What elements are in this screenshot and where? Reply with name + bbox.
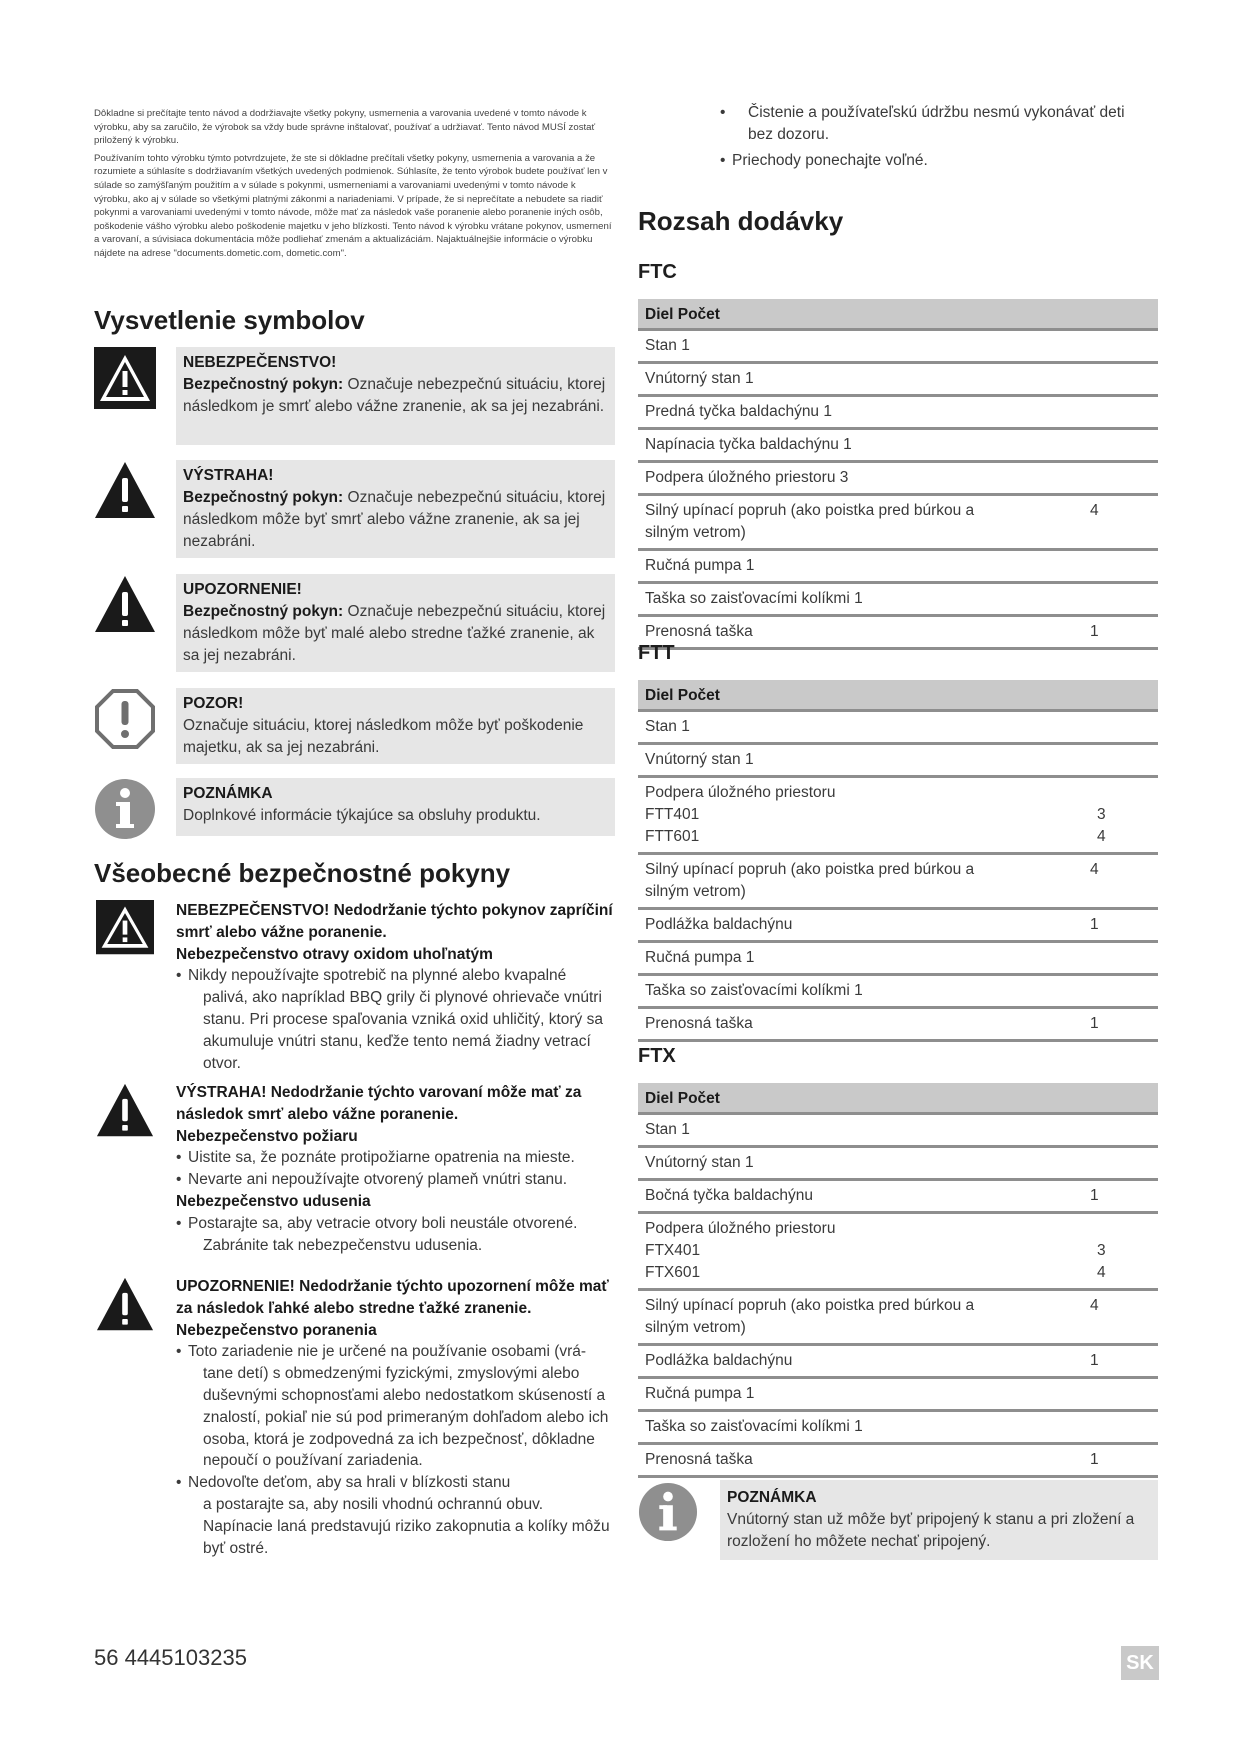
info-icon: [94, 778, 156, 840]
table-row: Taška so zaisťovacími kolíkmi 1: [638, 976, 1158, 1009]
intro-text: [94, 107, 612, 265]
ftt-table: [638, 680, 1158, 1042]
table-row: Ručná pumpa 1: [638, 943, 1158, 976]
symbol-warning-box: [176, 460, 615, 558]
table-row: Vnútorný stan 1: [638, 364, 1158, 397]
symbol-danger-box: [176, 347, 615, 445]
table-header: Diel Počet: [638, 299, 1158, 331]
info-icon: [638, 1482, 698, 1542]
caution-triangle-icon: [94, 1276, 156, 1334]
table-row: Podlážka baldachýnu 1: [638, 910, 1158, 943]
safety-caution-text: [176, 1276, 616, 1559]
bullet-item: • Nevarte ani nepoužívajte otvorený plameň vnútri stanu.: [176, 1169, 616, 1191]
symbol-label: POZOR!: [183, 695, 244, 712]
safety-subheading: Nebezpečenstvo požiaru: [176, 1127, 358, 1145]
safety-warning-text: [176, 1082, 616, 1256]
ftx-title: FTX: [638, 1045, 676, 1067]
table-row: Stan 1: [638, 1115, 1158, 1148]
symbol-description: Bezpečnostný pokyn: Označuje nebezpečnú situáciu, ktorej následkom môže byť smrť alebo vážne zranenie, ak sa jej nezabráni.: [183, 489, 606, 550]
caution-triangle-icon: [94, 574, 156, 636]
safety-heading: UPOZORNENIE! Nedodržanie týchto upozornení môže mať za následok ľahké alebo stredne ťažké zranenie.: [176, 1278, 609, 1317]
safety-title: Všeobecné bezpečnostné pokyny: [94, 858, 511, 888]
symbol-label: UPOZORNENIE!: [183, 581, 302, 598]
table-row: Stan 1: [638, 331, 1158, 364]
warning-triangle-icon: [94, 1082, 156, 1140]
safety-heading: NEBEZPEČENSTVO! Nedodržanie týchto pokynov zapríčiní smrť alebo vážne poranenie.: [176, 902, 613, 941]
symbol-label: POZNÁMKA: [183, 785, 273, 802]
table-row: Taška so zaisťovacími kolíkmi 1: [638, 584, 1158, 617]
symbol-notice: [94, 688, 615, 764]
table-row: Podlážka baldachýnu 1: [638, 1346, 1158, 1379]
language-badge: SK: [1121, 1646, 1159, 1680]
table-row: Napínacia tyčka baldachýnu 1: [638, 430, 1158, 463]
danger-sign-icon: [94, 900, 156, 958]
symbol-label: NEBEZPEČENSTVO!: [183, 354, 337, 371]
ftx-table: [638, 1083, 1158, 1478]
page-number: 56 4445103235: [94, 1645, 247, 1670]
table-header: Diel Počet: [638, 680, 1158, 712]
symbol-note: [94, 778, 615, 836]
safety-subheading: Nebezpečenstvo udusenia: [176, 1192, 371, 1210]
warning-triangle-icon: [94, 460, 156, 522]
note-label: POZNÁMKA: [727, 1489, 817, 1506]
intro-paragraph: Používaním tohto výrobku týmto potvrdzujete, že ste si dôkladne prečítali všetky pokyny, usmernenia a varovania a že rozumiete a súhlasíte s dodržiavaním všetkých uvedených podmienok. Súhlasíte, že tento výrobok budete používať len v súlade so zamýšľaným použitím a v súlade s pokynmi, usmerneniami a varovaniami uvedenými v tomto návode k výrobku, ako aj v súlade so všetkými platnými zákonmi a nariadeniami. V prípade, že si neprečítate a nebudete sa riadiť pokynmi a varovaniami uvedenými v tomto návode, môže mať za následok vaše poranenie alebo poranenie iných osôb, poškodenie vášho výrobku alebo poškodenie majetku v jeho blízkosti. Tento návod k výrobku vrátane pokynov, usmernení a varovaní, a súvisiaca dokumentácia môže podliehať zmenám a aktualizáciám. Najaktuálnejšie informácie o výrobku nájdete na adrese "documents.dometic.com, dometic.com".: [94, 152, 612, 259]
intro-paragraph: Dôkladne si prečítajte tento návod a dodržiavajte všetky pokyny, usmernenia a varovania uvedené v tomto návode k výrobku, aby sa zaručilo, že výrobok sa vždy bude správne inštalovať, používať a udržiavať. Tento návod MUSÍ zostať priložený k výrobku.: [94, 108, 596, 147]
table-row: Bočná tyčka baldachýnu 1: [638, 1181, 1158, 1214]
table-row: Prenosná taška 1: [638, 1009, 1158, 1042]
symbol-notice-box: [176, 688, 615, 764]
bullet-item: • Čistenie a používateľskú údržbu nesmú vykonávať deti bez dozoru.: [720, 102, 1140, 146]
right-bullets: [720, 102, 1140, 172]
notice-octagon-icon: [94, 688, 156, 750]
symbol-description: Doplnkové informácie týkajúce sa obsluhy produktu.: [183, 807, 541, 824]
bullet-item: • Priechody ponechajte voľné.: [720, 150, 1140, 172]
table-row: Podpera úložného priestoru FTT401 3 FTT601 4: [638, 778, 1158, 855]
note-text: Vnútorný stan už môže byť pripojený k stanu a pri zložení a rozložení ho môžete nechať pripojený.: [727, 1511, 1135, 1550]
scope-note: [638, 1480, 1158, 1554]
table-row: Taška so zaisťovacími kolíkmi 1: [638, 1412, 1158, 1445]
bullet-item: • Toto zariadenie nie je určené na používanie osobami (vrá- tane detí) s obmedzenými fyzickými, zmyslovými alebo duševnými schopnosťami alebo nedostatkom skúseností a znalostí, pokiaľ nie sú pod primeraným dohľadom alebo ich osoba, ktorá je zodpovedná za ich bezpečnosť, dôkladne nepoučí o používaní zariadenia.: [176, 1341, 616, 1472]
safety-subheading: Nebezpečenstvo poranenia: [176, 1321, 377, 1339]
symbol-note-box: [176, 778, 615, 836]
table-row: Podpera úložného priestoru 3: [638, 463, 1158, 496]
bullet-item: • Uistite sa, že poznáte protipožiarne opatrenia na mieste.: [176, 1147, 616, 1169]
symbol-description: Označuje situáciu, ktorej následkom môže byť poškodenie majetku, ak sa jej nezabráni.: [183, 717, 584, 756]
symbol-description: Bezpečnostný pokyn: Označuje nebezpečnú situáciu, ktorej následkom môže byť malé alebo stredne ťažké zranenie, ak sa jej nezabráni.: [183, 603, 606, 664]
table-row: Vnútorný stan 1: [638, 1148, 1158, 1181]
table-row: Silný upínací popruh (ako poistka pred búrkou a silným vetrom) 4: [638, 1291, 1158, 1346]
table-row: Prenosná taška 1: [638, 617, 1158, 650]
safety-heading: VÝSTRAHA! Nedodržanie týchto varovaní môže mať za následok smrť alebo vážne poranenie.: [176, 1084, 582, 1123]
table-row: Predná tyčka baldachýnu 1: [638, 397, 1158, 430]
table-row: Stan 1: [638, 712, 1158, 745]
symbol-label: VÝSTRAHA!: [183, 467, 274, 484]
bullet-item: • Nikdy nepoužívajte spotrebič na plynné alebo kvapalné palivá, ako napríklad BBQ grily či plynové ohrievače vnútri stanu. Pri procese spaľovania vzniká oxid uhličitý, ktorý sa akumuluje vnútri stanu, keďže tento nemá žiadny vetrací otvor.: [176, 965, 616, 1074]
ftc-table: [638, 299, 1158, 650]
table-row: Ručná pumpa 1: [638, 551, 1158, 584]
symbol-warning: [94, 460, 615, 558]
table-row: Podpera úložného priestoru FTX401 3 FTX601 4: [638, 1214, 1158, 1291]
scope-note-box: [720, 1480, 1158, 1560]
ftt-title: FTT: [638, 642, 675, 664]
safety-danger-text: [176, 900, 616, 1074]
symbol-caution-box: [176, 574, 615, 672]
table-row: Silný upínací popruh (ako poistka pred búrkou a silným vetrom) 4: [638, 855, 1158, 910]
table-row: Silný upínací popruh (ako poistka pred búrkou a silným vetrom) 4: [638, 496, 1158, 551]
scope-title: Rozsah dodávky: [638, 206, 844, 236]
danger-sign-icon: [94, 347, 156, 409]
symbol-caution: [94, 574, 615, 672]
symbol-description: Bezpečnostný pokyn: Označuje nebezpečnú situáciu, ktorej následkom je smrť alebo vážne zranenie, ak sa jej nezabráni.: [183, 376, 606, 415]
symbol-danger: [94, 347, 615, 445]
table-row: Prenosná taška 1: [638, 1445, 1158, 1478]
bullet-item: • Nedovoľte deťom, aby sa hrali v blízkosti stanu a postarajte sa, aby nosili vhodnú ochrannú obuv. Napínacie laná predstavujú riziko zakopnutia a kolíky môžu byť ostré.: [176, 1472, 616, 1559]
table-header: Diel Počet: [638, 1083, 1158, 1115]
symbols-title: Vysvetlenie symbolov: [94, 305, 365, 335]
table-row: Vnútorný stan 1: [638, 745, 1158, 778]
table-row: Ručná pumpa 1: [638, 1379, 1158, 1412]
safety-subheading: Nebezpečenstvo otravy oxidom uhoľnatým: [176, 945, 493, 963]
bullet-item: • Postarajte sa, aby vetracie otvory boli neustále otvorené. Zabránite tak nebezpečenstvu udusenia.: [176, 1213, 616, 1257]
ftc-title: FTC: [638, 261, 677, 283]
